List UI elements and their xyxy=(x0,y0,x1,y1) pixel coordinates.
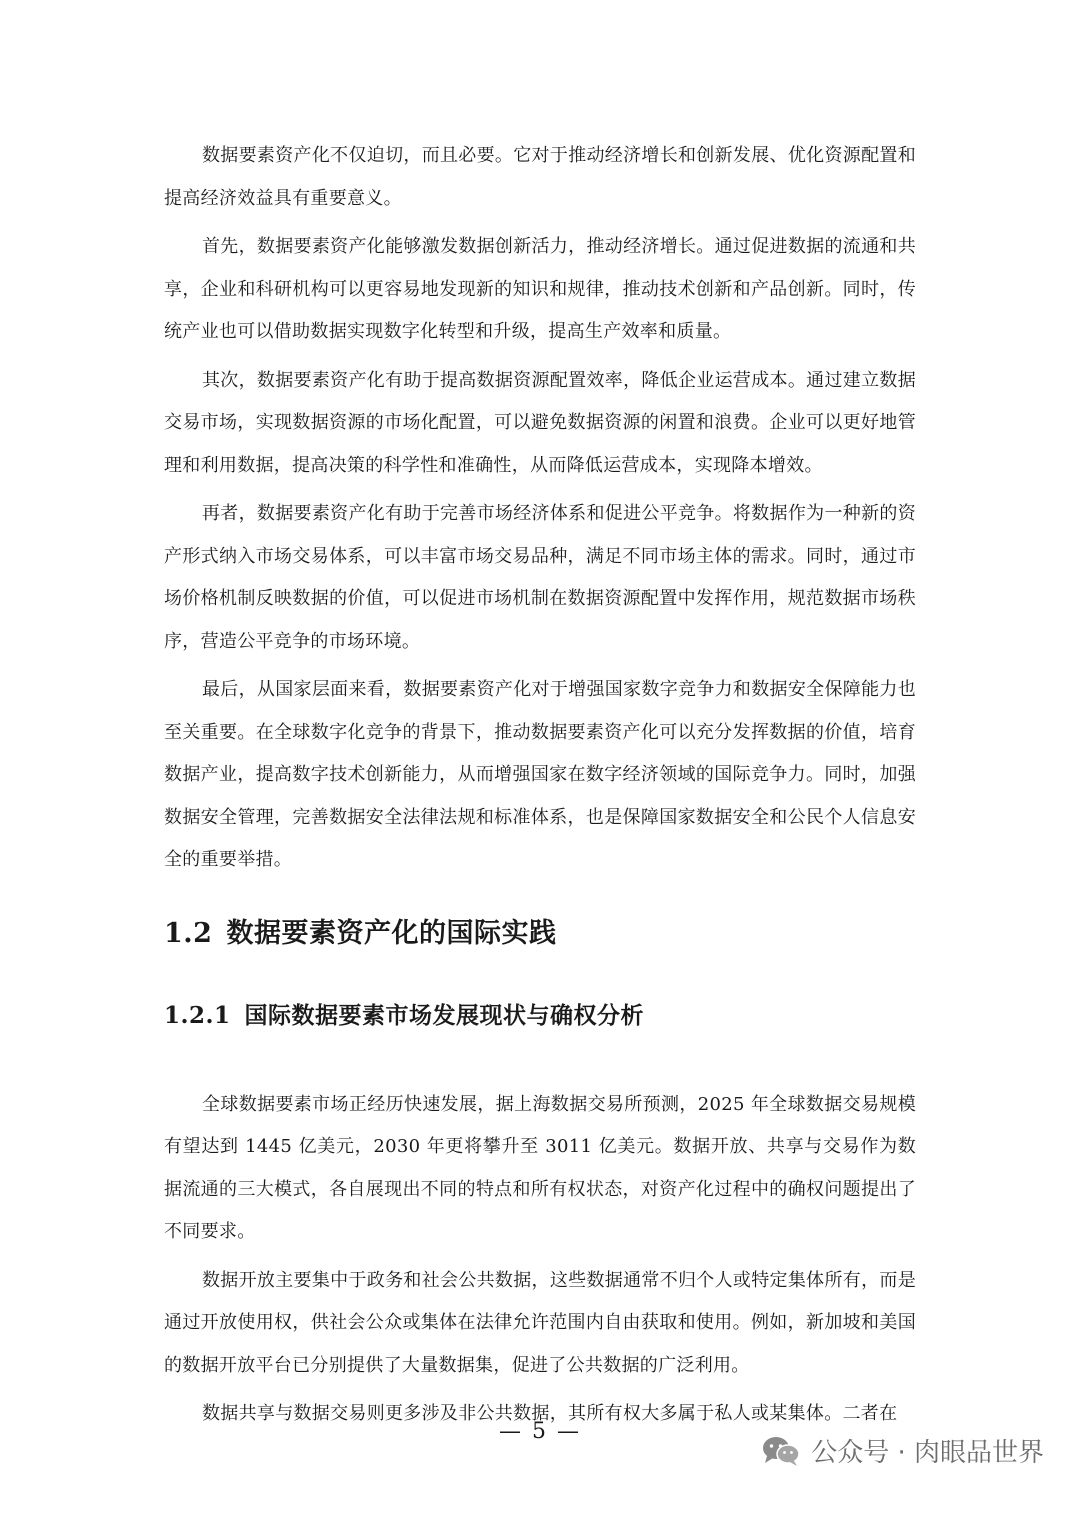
paragraph: 全球数据要素市场正经历快速发展，据上海数据交易所预测，2025 年全球数据交易规模有望达到 1445 亿美元，2030 年更将攀升至 3011 亿美元。数据开放、共享与交易作为数据流通的三大模式，各自展现出不同的特点和所有权状态，对资产化过程中的确权问题提出了不同要求。 xyxy=(164,1093,916,1242)
section-title: 数据要素资产化的国际实践 xyxy=(226,917,557,949)
wechat-icon xyxy=(761,1435,801,1467)
paragraph: 最后，从国家层面来看，数据要素资产化对于增强国家数字竞争力和数据安全保障能力也至关重要。在全球数字化竞争的背景下，推动数据要素资产化可以充分发挥数据的价值，培育数据产业，提高数字技术创新能力，从而增强国家在数字经济领域的国际竞争力。同时，加强数据安全管理，完善数据安全法律法规和标准体系，也是保障国家数据安全和公民个人信息安全的重要举措。 xyxy=(164,679,916,870)
subsection-title: 国际数据要素市场发展现状与确权分析 xyxy=(244,1001,645,1029)
subsection-heading xyxy=(164,998,916,1034)
paragraph: 数据共享与数据交易则更多涉及非公共数据，其所有权大多属于私人或某集体。二者在 xyxy=(202,1403,898,1424)
page-content xyxy=(164,135,916,1442)
paragraph: 其次，数据要素资产化有助于提高数据资源配置效率，降低企业运营成本。通过建立数据交易市场，实现数据资源的市场化配置，可以避免数据资源的闲置和浪费。企业可以更好地管理和利用数据，提高决策的科学性和准确性，从而降低运营成本，实现降本增效。 xyxy=(164,369,916,476)
subsection-number: 1.2.1 xyxy=(164,1001,231,1029)
section-number: 1.2 xyxy=(164,917,213,949)
watermark xyxy=(761,1432,1044,1469)
section-body xyxy=(164,1084,916,1436)
paragraph: 首先，数据要素资产化能够激发数据创新活力，推动经济增长。通过促进数据的流通和共享，企业和科研机构可以更容易地发现新的知识和规律，推动技术创新和产品创新。同时，传统产业也可以借助数据实现数字化转型和升级，提高生产效率和质量。 xyxy=(164,236,916,342)
page-number: — 5 — xyxy=(499,1419,581,1444)
paragraph: 再者，数据要素资产化有助于完善市场经济体系和促进公平竞争。将数据作为一种新的资产形式纳入市场交易体系，可以丰富市场交易品种，满足不同市场主体的需求。同时，通过市场价格机制反映数据的价值，可以促进市场机制在数据资源配置中发挥作用，规范数据市场秩序，营造公平竞争的市场环境。 xyxy=(164,503,916,652)
watermark-text: 公众号 · 肉眼品世界 xyxy=(811,1438,1044,1468)
section-heading xyxy=(164,914,916,954)
paragraph: 数据开放主要集中于政务和社会公共数据，这些数据通常不归个人或特定集体所有，而是通过开放使用权，供社会公众或集体在法律允许范围内自由获取和使用。例如，新加坡和美国的数据开放平台已分别提供了大量数据集，促进了公共数据的广泛利用。 xyxy=(164,1269,916,1376)
paragraph: 数据要素资产化不仅迫切，而且必要。它对于推动经济增长和创新发展、优化资源配置和提高经济效益具有重要意义。 xyxy=(164,145,916,209)
